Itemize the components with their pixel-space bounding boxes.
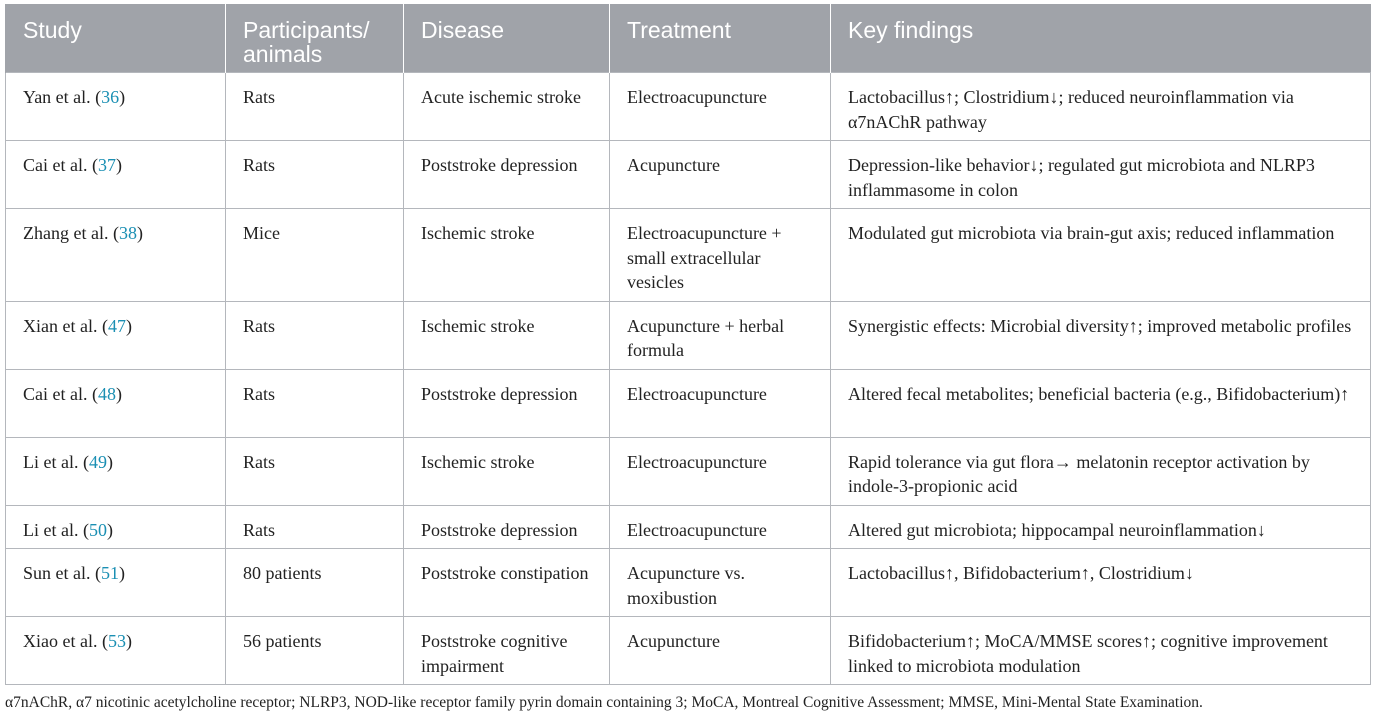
reference-link[interactable]: 37 [97, 155, 116, 175]
study-cell: Xiao et al. (53) [6, 617, 226, 685]
study-cell: Sun et al. (51) [6, 549, 226, 617]
participants-cell: Rats [226, 301, 404, 369]
findings-cell: Altered gut microbiota; hippocampal neuroinflammation↓ [831, 505, 1371, 549]
participants-cell: 56 patients [226, 617, 404, 685]
findings-cell: Modulated gut microbiota via brain-gut axis; reduced inflammation [831, 209, 1371, 302]
treatment-cell: Electroacupuncture [610, 505, 831, 549]
reference-link[interactable]: 47 [107, 315, 126, 336]
findings-cell: Synergistic effects: Microbial diversity↑; improved metabolic profiles [831, 301, 1371, 369]
reference-link[interactable]: 50 [88, 519, 107, 540]
disease-cell: Acute ischemic stroke [404, 73, 610, 141]
treatment-cell: Electroacupuncture [610, 369, 831, 437]
participants-cell: Rats [226, 369, 404, 437]
disease-cell: Poststroke depression [404, 505, 610, 549]
participants-cell: Mice [226, 209, 404, 302]
reference-link[interactable]: 53 [107, 631, 126, 651]
treatment-cell: Acupuncture [610, 617, 831, 685]
table-row [6, 617, 1371, 685]
reference-link[interactable]: 49 [88, 451, 107, 472]
reference-link[interactable]: 36 [101, 87, 120, 107]
study-cell: Li et al. (49) [6, 437, 226, 505]
treatment-cell: Acupuncture vs. moxibustion [610, 549, 831, 617]
participants-cell: Rats [226, 437, 404, 505]
reference-link[interactable]: 48 [97, 383, 116, 404]
table-row [6, 437, 1371, 505]
study-cell: Zhang et al. (38) [6, 209, 226, 302]
disease-cell: Poststroke cognitive impairment [404, 617, 610, 685]
disease-cell: Poststroke depression [404, 369, 610, 437]
findings-cell: Altered fecal metabolites; beneficial bacteria (e.g., Bifidobacterium)↑ [831, 369, 1371, 437]
table-row [6, 209, 1371, 302]
findings-cell: Rapid tolerance via gut flora→ melatonin receptor activation by indole-3-propionic acid [831, 437, 1371, 505]
header-participants: Participants/ animals [226, 4, 404, 73]
table-row [6, 141, 1371, 209]
header-treatment: Treatment [610, 4, 831, 73]
study-cell: Cai et al. (37) [6, 141, 226, 209]
studies-table-container [5, 4, 1370, 685]
table-footnote: α7nAChR, α7 nicotinic acetylcholine receptor; NLRP3, NOD-like receptor family pyrin domain containing 3; MoCA, Montreal Cognitive Assessment; MMSE, Mini-Mental State Examination. [5, 694, 1203, 711]
header-disease: Disease [404, 4, 610, 73]
study-cell: Yan et al. (36) [6, 73, 226, 141]
disease-cell: Ischemic stroke [404, 437, 610, 505]
treatment-cell: Electroacupuncture [610, 73, 831, 141]
participants-cell: Rats [226, 505, 404, 549]
treatment-cell: Electroacupuncture [610, 437, 831, 505]
table-row [6, 73, 1371, 141]
participants-cell: Rats [226, 73, 404, 141]
findings-cell: Bifidobacterium↑; MoCA/MMSE scores↑; cognitive improvement linked to microbiota modulation [831, 617, 1371, 685]
header-study: Study [6, 4, 226, 73]
disease-cell: Ischemic stroke [404, 301, 610, 369]
table-row [6, 369, 1371, 437]
disease-cell: Ischemic stroke [404, 209, 610, 302]
study-cell: Cai et al. (48) [6, 369, 226, 437]
participants-cell: 80 patients [226, 549, 404, 617]
findings-cell: Lactobacillus↑; Clostridium↓; reduced neuroinflammation via α7nAChR pathway [831, 73, 1371, 141]
table-header-row [6, 4, 1371, 73]
findings-cell: Depression-like behavior↓; regulated gut microbiota and NLRP3 inflammasome in colon [831, 141, 1371, 209]
treatment-cell: Electroacupuncture + small extracellular vesicles [610, 209, 831, 302]
table-row [6, 505, 1371, 549]
treatment-cell: Acupuncture + herbal formula [610, 301, 831, 369]
treatment-cell: Acupuncture [610, 141, 831, 209]
study-cell: Xian et al. (47) [6, 301, 226, 369]
disease-cell: Poststroke constipation [404, 549, 610, 617]
reference-link[interactable]: 51 [101, 563, 119, 583]
study-cell: Li et al. (50) [6, 505, 226, 549]
studies-table [5, 4, 1371, 685]
table-row [6, 549, 1371, 617]
findings-cell: Lactobacillus↑, Bifidobacterium↑, Clostridium↓ [831, 549, 1371, 617]
disease-cell: Poststroke depression [404, 141, 610, 209]
table-row [6, 301, 1371, 369]
participants-cell: Rats [226, 141, 404, 209]
reference-link[interactable]: 38 [118, 223, 137, 243]
header-key-findings: Key findings [831, 4, 1371, 73]
